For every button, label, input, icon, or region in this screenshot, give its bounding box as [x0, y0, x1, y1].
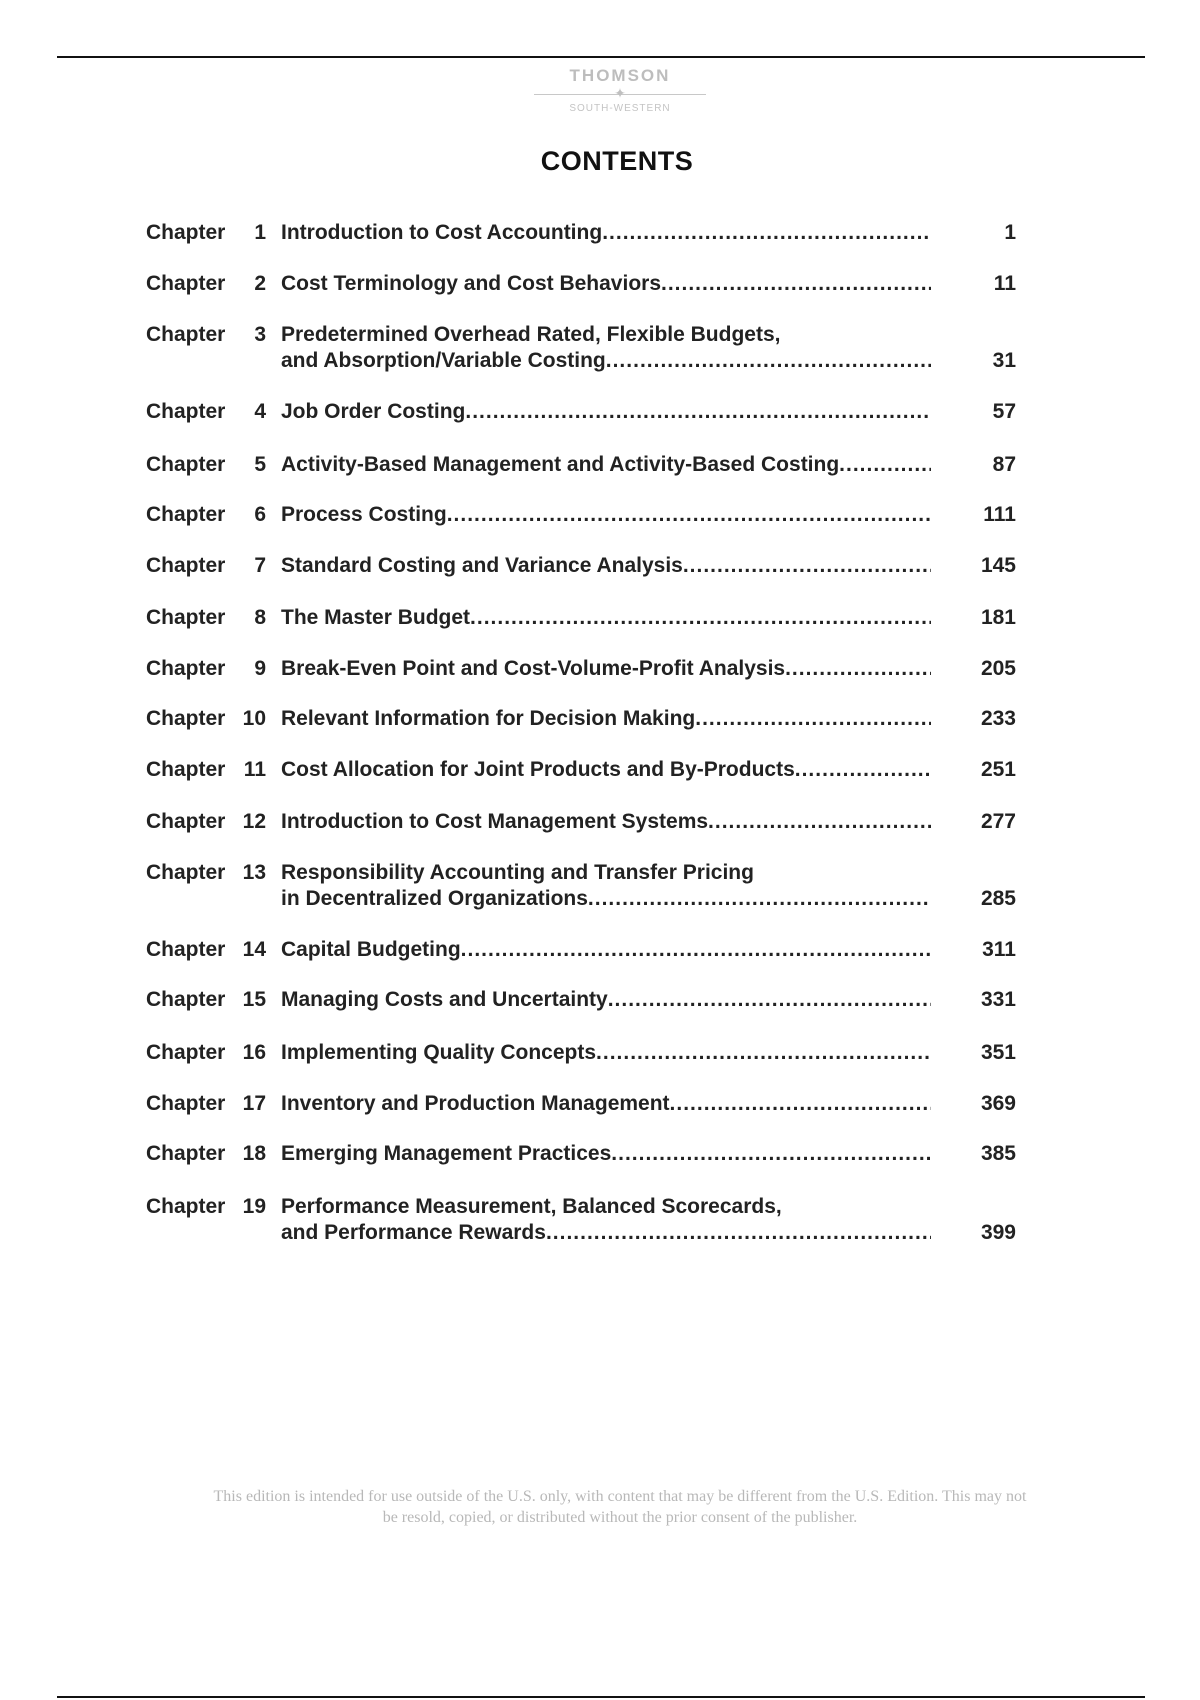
- chapter-title-block: [281, 605, 931, 631]
- chapter-number: 13: [242, 861, 266, 884]
- page-number: 181: [980, 606, 1016, 629]
- chapter-title: Capital Budgeting: [281, 938, 461, 961]
- chapter-title-block: [281, 1194, 931, 1246]
- chapter-word: Chapter: [146, 1092, 226, 1115]
- chapter-title-block: [281, 322, 931, 374]
- chapter-title-block: [281, 502, 931, 528]
- chapter-title: in Decentralized Organizations: [281, 887, 588, 910]
- chapter-title-leader: [281, 1220, 931, 1246]
- chapter-title-block: [281, 271, 931, 297]
- dot-leader: [795, 757, 931, 783]
- chapter-title: Cost Terminology and Cost Behaviors: [281, 272, 661, 295]
- page-number: 331: [980, 988, 1016, 1011]
- dot-leader: [596, 1040, 931, 1066]
- chapter-word: Chapter: [146, 1195, 226, 1218]
- chapter-title: Inventory and Production Management: [281, 1092, 670, 1115]
- page-number: 31: [992, 349, 1016, 372]
- chapter-title: Emerging Management Practices: [281, 1142, 612, 1165]
- chapter-title-leader: [281, 886, 931, 912]
- star-icon: ✦: [614, 85, 626, 101]
- chapter-number: 5: [254, 453, 266, 476]
- chapter-title: and Absorption/Variable Costing: [281, 349, 606, 372]
- publisher-logo: [520, 66, 720, 126]
- dot-leader: [708, 809, 931, 835]
- dot-leader: [670, 1091, 931, 1117]
- chapter-number: 8: [254, 606, 266, 629]
- chapter-title: Introduction to Cost Accounting: [281, 221, 603, 244]
- chapter-word: Chapter: [146, 988, 226, 1011]
- chapter-title-leader: [281, 809, 931, 835]
- chapter-title: Job Order Costing: [281, 400, 466, 423]
- dot-leader: [611, 1141, 931, 1167]
- chapter-number: 10: [242, 707, 266, 730]
- copyright-line-2: be resold, copied, or distributed without the prior consent of the publisher.: [382, 1509, 858, 1526]
- chapter-title-leader: [281, 937, 931, 963]
- chapter-title-leader: [281, 605, 931, 631]
- chapter-number: 11: [243, 758, 266, 781]
- page-number: 233: [980, 707, 1016, 730]
- chapter-number: 12: [242, 810, 266, 833]
- chapter-title-line-1: Performance Measurement, Balanced Scorecards,: [281, 1195, 782, 1218]
- chapter-title: Process Costing: [281, 503, 447, 526]
- chapter-title-leader: [281, 757, 931, 783]
- chapter-title-block: [281, 757, 931, 783]
- chapter-title: Introduction to Cost Management Systems: [281, 810, 709, 833]
- chapter-word: Chapter: [146, 503, 226, 526]
- chapter-word: Chapter: [146, 861, 226, 884]
- dot-leader: [608, 987, 931, 1013]
- dot-leader: [588, 886, 931, 912]
- chapter-number: 4: [254, 400, 266, 423]
- chapter-number: 9: [254, 657, 266, 680]
- logo-divider: [520, 86, 720, 102]
- dot-leader: [683, 553, 931, 579]
- page-title: CONTENTS: [540, 146, 694, 176]
- page-number: 351: [980, 1041, 1016, 1064]
- page-number: 399: [980, 1221, 1016, 1244]
- chapter-number: 19: [242, 1195, 266, 1218]
- chapter-title-block: [281, 706, 931, 732]
- chapter-word: Chapter: [146, 554, 226, 577]
- bottom-rule: [57, 1696, 1145, 1698]
- top-rule: [57, 56, 1145, 58]
- page-number: 205: [980, 657, 1016, 680]
- page-number: 11: [993, 272, 1016, 295]
- chapter-word: Chapter: [146, 758, 226, 781]
- chapter-title-block: [281, 1091, 931, 1117]
- dot-leader: [606, 348, 931, 374]
- chapter-word: Chapter: [146, 810, 226, 833]
- chapter-title-leader: [281, 348, 931, 374]
- chapter-title-leader: [281, 1091, 931, 1117]
- copyright-notice: [140, 1486, 1100, 1528]
- page-number: 111: [983, 503, 1016, 526]
- chapter-number: 16: [242, 1041, 266, 1064]
- chapter-title-leader: [281, 220, 931, 246]
- page-number: 385: [980, 1142, 1016, 1165]
- chapter-title: Standard Costing and Variance Analysis: [281, 554, 683, 577]
- logo-division: SOUTH-WESTERN: [569, 103, 671, 114]
- chapter-title: The Master Budget: [281, 606, 471, 629]
- chapter-title-leader: [281, 452, 931, 478]
- dot-leader: [839, 452, 931, 478]
- chapter-word: Chapter: [146, 221, 226, 244]
- chapter-number: 1: [254, 221, 266, 244]
- chapter-word: Chapter: [146, 272, 226, 295]
- chapter-title-block: [281, 553, 931, 579]
- chapter-title-block: [281, 656, 931, 682]
- dot-leader: [465, 399, 931, 425]
- chapter-title-block: [281, 860, 931, 912]
- chapter-title-leader: [281, 399, 931, 425]
- chapter-title-leader: [281, 553, 931, 579]
- chapter-title-block: [281, 937, 931, 963]
- chapter-title-line-1: Responsibility Accounting and Transfer Pricing: [281, 861, 754, 884]
- chapter-title: and Performance Rewards: [281, 1221, 546, 1244]
- logo-brand: THOMSON: [569, 66, 671, 85]
- page-number: 1: [1004, 221, 1016, 244]
- page-number: 311: [982, 938, 1016, 961]
- chapter-title: Implementing Quality Concepts: [281, 1041, 597, 1064]
- chapter-number: 6: [254, 503, 266, 526]
- dot-leader: [447, 502, 931, 528]
- chapter-title: Activity-Based Management and Activity-Based Costing: [281, 453, 840, 476]
- page-number: 251: [980, 758, 1016, 781]
- chapter-title-block: [281, 1040, 931, 1066]
- chapter-word: Chapter: [146, 657, 226, 680]
- page-number: 285: [980, 887, 1016, 910]
- chapter-word: Chapter: [146, 400, 226, 423]
- chapter-word: Chapter: [146, 1041, 226, 1064]
- chapter-title-leader: [281, 656, 931, 682]
- chapter-word: Chapter: [146, 606, 226, 629]
- dot-leader: [546, 1220, 931, 1246]
- chapter-title-leader: [281, 271, 931, 297]
- chapter-title-leader: [281, 502, 931, 528]
- chapter-title-block: [281, 809, 931, 835]
- chapter-title-line-1: Predetermined Overhead Rated, Flexible Budgets,: [281, 323, 781, 346]
- page-number: 145: [980, 554, 1016, 577]
- chapter-word: Chapter: [146, 1142, 226, 1165]
- chapter-word: Chapter: [146, 453, 226, 476]
- chapter-word: Chapter: [146, 707, 226, 730]
- chapter-title-leader: [281, 1141, 931, 1167]
- chapter-number: 17: [242, 1092, 266, 1115]
- chapter-number: 18: [242, 1142, 266, 1165]
- chapter-title-block: [281, 220, 931, 246]
- page-number: 57: [992, 400, 1016, 423]
- chapter-title: Cost Allocation for Joint Products and By-Products: [281, 758, 795, 781]
- dot-leader: [461, 937, 931, 963]
- chapter-title: Relevant Information for Decision Making: [281, 707, 696, 730]
- chapter-title: Managing Costs and Uncertainty: [281, 988, 608, 1011]
- page-number: 87: [992, 453, 1016, 476]
- chapter-word: Chapter: [146, 323, 226, 346]
- chapter-title-block: [281, 1141, 931, 1167]
- dot-leader: [470, 605, 931, 631]
- dot-leader: [602, 220, 931, 246]
- page-number: 277: [980, 810, 1016, 833]
- chapter-title-leader: [281, 987, 931, 1013]
- chapter-number: 7: [254, 554, 266, 577]
- chapter-number: 2: [254, 272, 266, 295]
- chapter-title-block: [281, 452, 931, 478]
- chapter-word: Chapter: [146, 938, 226, 961]
- chapter-number: 14: [242, 938, 266, 961]
- chapter-title-block: [281, 399, 931, 425]
- chapter-number: 15: [242, 988, 266, 1011]
- copyright-line-1: This edition is intended for use outside of the U.S. only, with content that may be different from the U.S. Edition. This may not: [213, 1488, 1027, 1505]
- chapter-number: 3: [254, 323, 266, 346]
- dot-leader: [661, 271, 931, 297]
- dot-leader: [695, 706, 931, 732]
- chapter-title-leader: [281, 706, 931, 732]
- chapter-title: Break-Even Point and Cost-Volume-Profit Analysis: [281, 657, 786, 680]
- chapter-title-leader: [281, 1040, 931, 1066]
- page-number: 369: [980, 1092, 1016, 1115]
- dot-leader: [785, 656, 931, 682]
- chapter-title-block: [281, 987, 931, 1013]
